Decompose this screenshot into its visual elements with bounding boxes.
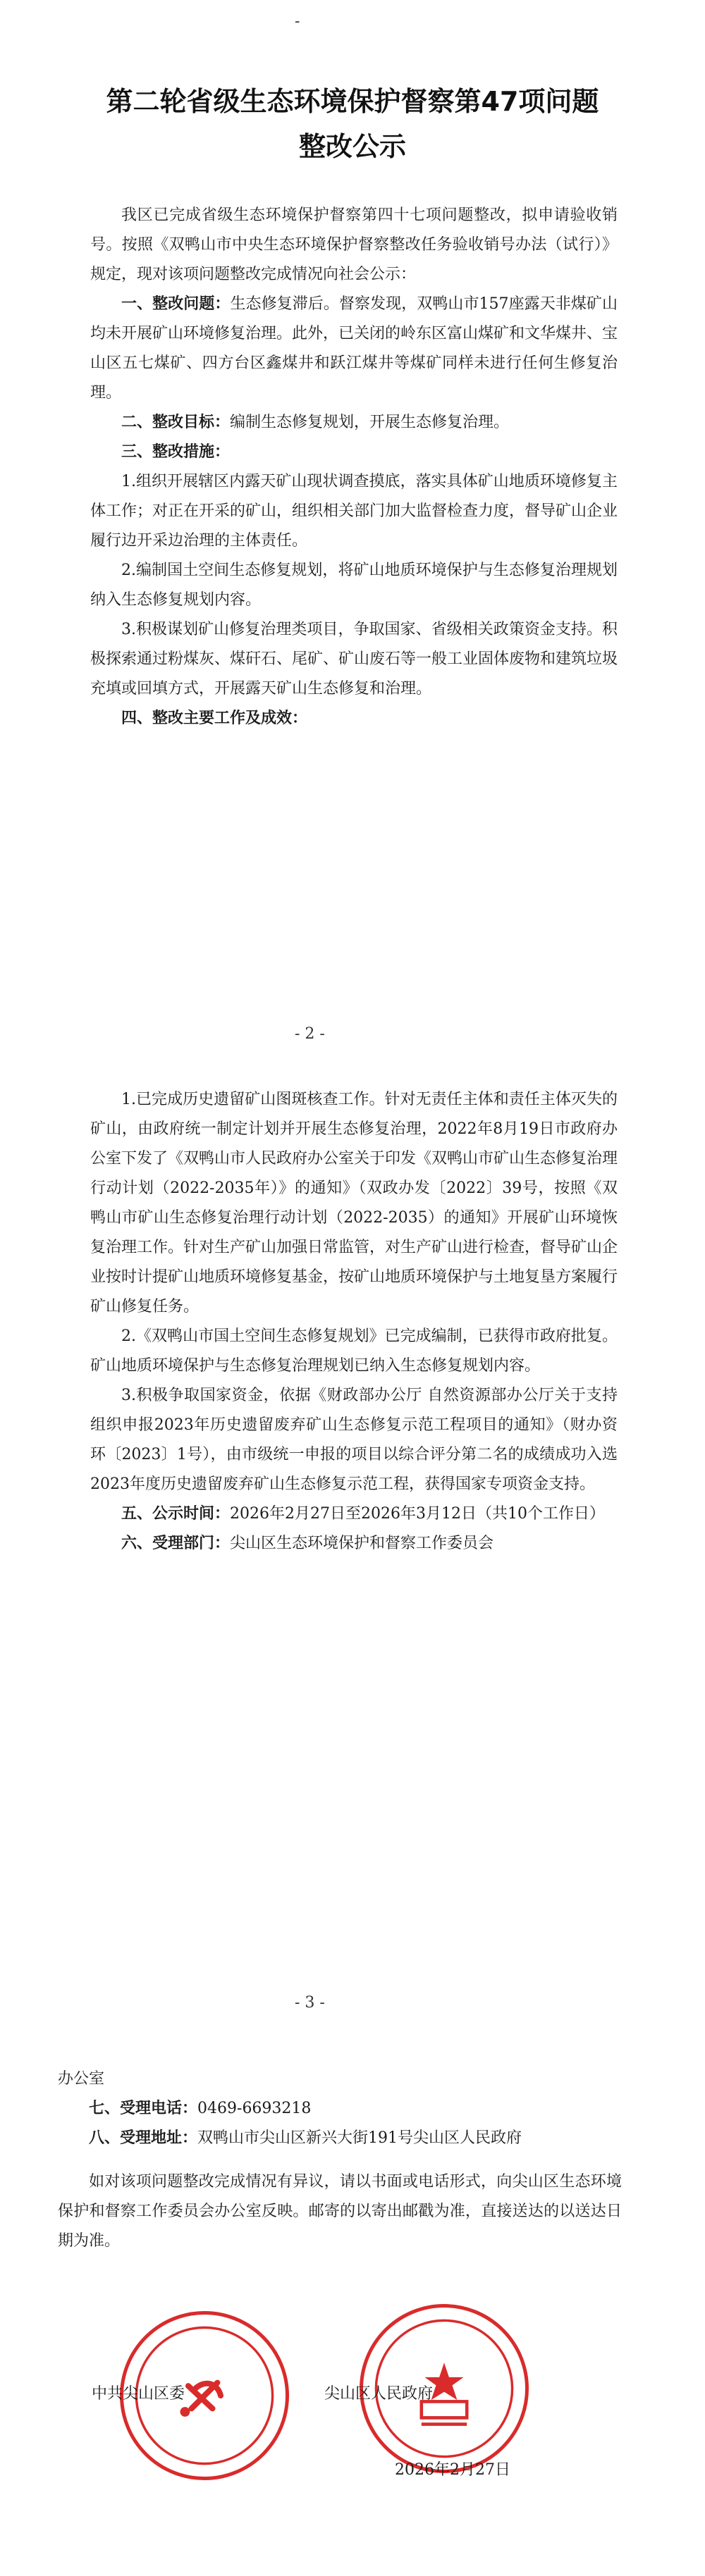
section-2 (90, 408, 618, 438)
section-5-text: 2026年2月27日至2026年3月12日（共10个工作日） (230, 1505, 605, 1523)
section-5-heading: 五、公示时间： (121, 1505, 231, 1523)
section-1-text: 生态修复滞后。督察发现，双鸭山市157座露天非煤矿山均未开展矿山环境修复治理。此外，已关闭的岭东区富山煤矿和文华煤井、宝山区五七煤矿、四方台区鑫煤井和跃江煤井等煤矿同样未进行任何生修复治理。 (90, 295, 618, 402)
page-number-2: - 2 - (295, 1025, 325, 1043)
title-line-1: 第二轮省级生态环境保护督察第47项问题 (106, 86, 599, 117)
measure-1: 1.组织开展辖区内露天矿山现状调查摸底，落实具体矿山地质环境修复主体工作；对正在开采的矿山，组织相关部门加大监督检查力度，督导矿山企业履行边开采边治理的主体责任。 (90, 473, 618, 550)
intro-paragraph: 我区已完成省级生态环境保护督察第四十七项问题整改，拟申请验收销号。按照《双鸭山市中央生态环境保护督察整改任务验收销号办法（试行）》规定，现对该项问题整改完成情况向社会公示： (90, 206, 618, 283)
body-part-1 (90, 201, 618, 733)
section-7-text: 0469-6693218 (197, 2100, 312, 2117)
section-2-heading: 二、整改目标： (121, 414, 231, 431)
section-3-heading: 三、整改措施： (121, 443, 231, 461)
section-5 (90, 1499, 618, 1529)
closing-paragraph: 如对该项问题整改完成情况有异议，请以书面或电话形式，向尖山区生态环境保护和督察工作委员会办公室反映。邮寄的以寄出邮戳为准，直接送达的以送达日期为准。 (58, 2173, 622, 2250)
page-number-3: - 3 - (295, 1994, 325, 2012)
section-7-heading: 七、受理电话： (89, 2100, 198, 2117)
section-6-continuation: 办公室 (58, 2070, 105, 2088)
section-7 (58, 2094, 622, 2124)
section-6 (90, 1529, 618, 1559)
measure-3: 3.积极谋划矿山修复治理类项目，争取国家、省级相关政策资金支持。积极探索通过粉煤灰、煤矸石、尾矿、矿山废石等一般工业固体废物和建筑垃圾充填或回填方式，开展露天矿山生态修复和治理。 (90, 621, 618, 698)
section-3 (90, 438, 618, 467)
title-line-2: 整改公示 (298, 131, 406, 162)
section-1 (90, 290, 618, 408)
section-6-text: 尖山区生态环境保护和督察工作委员会 (230, 1535, 494, 1552)
measure-2: 2.编制国土空间生态修复规划，将矿山地质环境保护与生态修复治理规划纳入生态修复规划内容。 (90, 562, 618, 609)
section-8-heading: 八、受理地址： (89, 2129, 198, 2147)
body-part-2 (90, 1085, 618, 1559)
result-2: 2.《双鸭山市国土空间生态修复规划》已完成编制，已获得市政府批复。矿山地质环境保护与生态修复治理规划已纳入生态修复规划内容。 (90, 1327, 618, 1375)
section-4 (90, 704, 618, 733)
section-4-heading: 四、整改主要工作及成效： (121, 710, 308, 727)
result-1: 1.已完成历史遗留矿山图斑核查工作。针对无责任主体和责任主体灭失的矿山，由政府统一制定计划并开展生态修复治理，2022年8月19日市政府办公室下发了《双鸭山市人民政府办公室关于印发《双鸭山市矿山生态修复治理行动计划（2022-2035年）》的通知》（双政办发〔2022〕39号，按照《双鸭山市矿山生态修复治理行动计划（2022-2035）的通知》开展矿山环境恢复治理工作。针对生产矿山加强日常监管，对生产矿山进行检查，督导矿山企业按时计提矿山地质环境修复基金，按矿山地质环境保护与土地复垦方案履行矿山修复任务。 (90, 1091, 618, 1315)
section-2-text: 编制生态修复规划，开展生态修复治理。 (230, 414, 510, 431)
section-8 (58, 2124, 622, 2153)
body-part-3 (58, 2064, 622, 2256)
section-8-text: 双鸭山市尖山区新兴大街191号尖山区人民政府 (197, 2129, 522, 2147)
signer-government: 尖山区人民政府 (324, 2385, 434, 2403)
page-title (0, 79, 705, 169)
issue-date: 2026年2月27日 (395, 2461, 510, 2479)
section-1-heading: 一、整改问题： (121, 295, 231, 313)
page-number-top: - (295, 13, 300, 30)
section-6-heading: 六、受理部门： (121, 1535, 231, 1552)
result-3: 3.积极争取国家资金，依据《财政部办公厅 自然资源部办公厅关于支持组织申报2023年历史遗留废弃矿山生态修复示范工程项目的通知》（财办资环〔2023〕1号），由市级统一申报的项目以综合评分第二名的成绩成功入选2023年度历史遗留废弃矿山生态修复示范工程，获得国家专项资金支持。 (90, 1387, 618, 1493)
signer-party: 中共尖山区委 (92, 2385, 185, 2403)
